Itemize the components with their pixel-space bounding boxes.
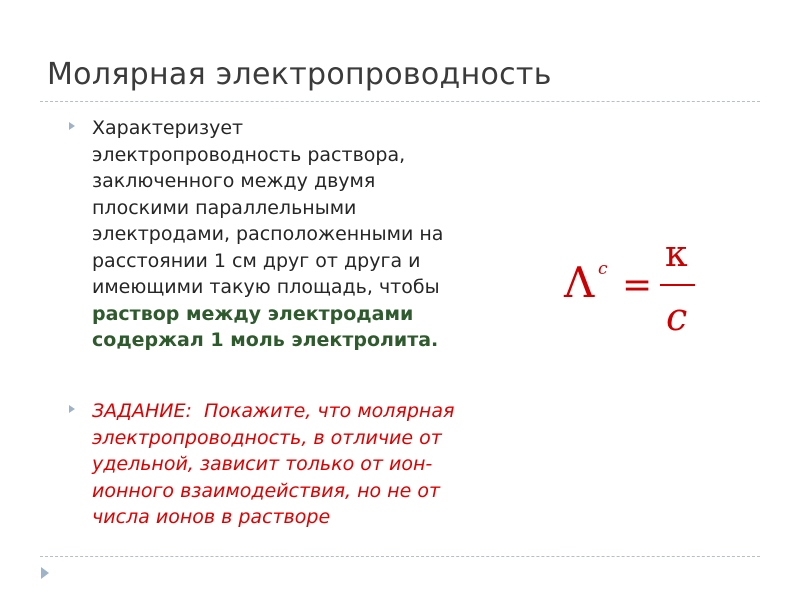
- formula-superscript: c: [598, 259, 608, 279]
- formula-lambda: Λ: [564, 258, 595, 307]
- task-label: ЗАДАНИЕ:: [92, 400, 192, 422]
- slide-title: Молярная электропроводность: [47, 57, 552, 92]
- formula-equals: =: [622, 265, 653, 306]
- task-line: Покажите, что молярная: [204, 400, 455, 422]
- title-divider: [40, 101, 760, 102]
- nav-arrow-icon[interactable]: [40, 566, 50, 580]
- formula-numerator: κ: [665, 234, 688, 275]
- molar-conductivity-formula: [560, 230, 740, 350]
- footer-divider: [40, 556, 760, 557]
- formula-denominator: c: [666, 295, 688, 339]
- definition-line: Характеризует: [92, 117, 244, 139]
- task-first-line: [92, 398, 542, 425]
- definition-emphasis-line: содержал 1 моль электролита.: [92, 329, 439, 351]
- task-line: электропроводность, в отличие от: [92, 426, 442, 449]
- task-line: ионного взаимодействия, но не от: [92, 479, 441, 502]
- task-paragraph: [92, 398, 542, 531]
- definition-line: электропроводность раствора,: [92, 143, 406, 166]
- definition-paragraph: [92, 115, 542, 354]
- definition-line: имеющими такую площадь, чтобы: [92, 276, 440, 298]
- definition-line: плоскими параллельными: [92, 196, 357, 219]
- definition-line: расстоянии 1 см друг от друга и: [92, 249, 421, 272]
- triangle-bullet-icon: [68, 122, 76, 130]
- triangle-bullet-icon: [68, 405, 76, 413]
- definition-line: заключенного между двумя: [92, 170, 376, 192]
- definition-emphasis-line: раствор между электродами: [92, 302, 414, 325]
- definition-line: электродами, расположенными на: [92, 223, 444, 245]
- task-line: числа ионов в растворе: [92, 506, 331, 528]
- task-line: удельной, зависит только от ион-: [92, 453, 433, 475]
